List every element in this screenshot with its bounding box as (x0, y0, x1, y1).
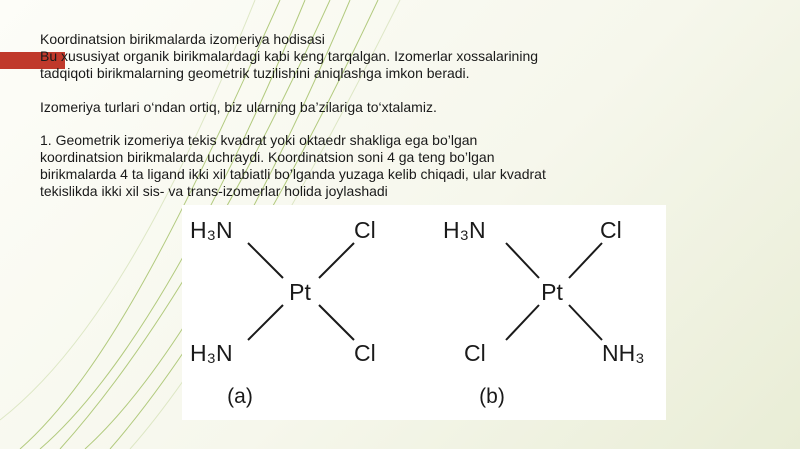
molecule-a-top-right-ligand: Cl (354, 217, 376, 243)
paragraph-3-line-4: tekislikda ikki xil sis- va trans-izomerlar holida joylashadi (40, 183, 388, 199)
paragraph-1-line-1: Bu xususiyat organik birikmalardagi kabi keng tarqalgan. Izomerlar xossalarining (40, 48, 539, 64)
molecule-a-bottom-right-ligand: Cl (354, 340, 376, 366)
molecule-b-center: Pt (541, 279, 563, 305)
molecule-a-center: Pt (289, 279, 311, 305)
paragraph-1-line-2: tadqiqoti birikmalarning geometrik tuzilishini aniqlashga imkon beradi. (40, 65, 470, 81)
molecule-a-bottom-left-ligand: H₃N (190, 340, 233, 366)
paragraph-2: Izomeriya turlari o‘ndan ortiq, biz ularning ba’zilariga to‘xtalamiz. (40, 99, 437, 115)
paragraph-3-line-1: 1. Geometrik izomeriya tekis kvadrat yoki oktaedr shakliga ega bo’lgan (40, 132, 478, 148)
molecule-b-bottom-left-ligand: Cl (464, 340, 486, 366)
paragraph-3-line-3: birikmalarda 4 ta ligand ikki xil tabiatli bo’lganda yuzaga kelib chiqadi, ular kvadrat (40, 166, 546, 182)
slide-text (40, 31, 760, 200)
molecule-b (443, 217, 645, 408)
slide-title: Koordinatsion birikmalarda izomeriya hodisasi (40, 31, 325, 47)
isomer-figure (182, 205, 666, 420)
paragraph-3-line-2: koordinatsion birikmalarda uchraydi. Koordinatsion soni 4 ga teng bo’lgan (40, 149, 495, 165)
molecule-b-caption: (b) (479, 385, 505, 408)
molecule-a (190, 217, 376, 408)
molecule-b-top-right-ligand: Cl (600, 217, 622, 243)
isomer-diagram (182, 205, 666, 420)
molecule-a-top-left-ligand: H₃N (190, 217, 233, 243)
molecule-b-top-left-ligand: H₃N (443, 217, 486, 243)
molecule-a-caption: (a) (227, 385, 253, 408)
molecule-b-bottom-right-ligand: NH₃ (602, 340, 645, 366)
